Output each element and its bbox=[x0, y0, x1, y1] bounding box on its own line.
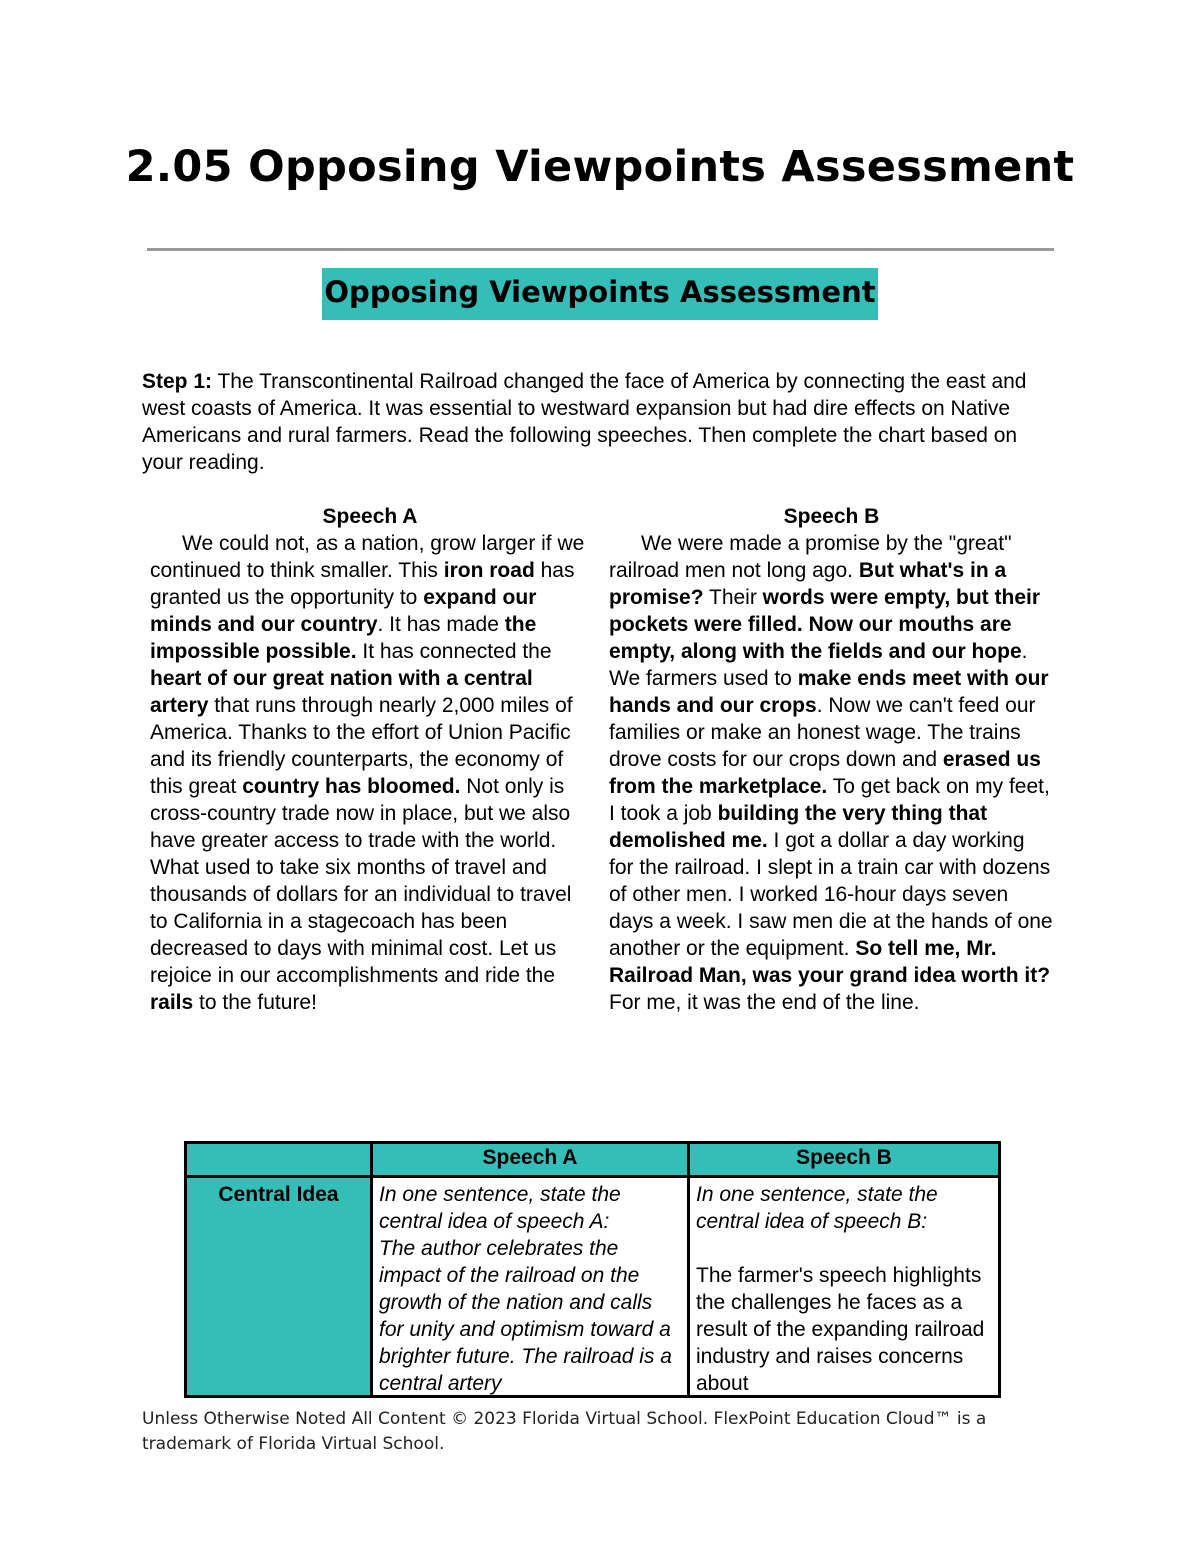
speech-text: For me, it was the end of the line. bbox=[609, 991, 920, 1014]
emphasized-phrase: words were empty, but their pockets were filled. Now our mouths are empty, along with the fields and our hope bbox=[609, 586, 1040, 663]
speech-text: Their bbox=[703, 586, 763, 609]
central-idea-chart bbox=[184, 1141, 1001, 1398]
emphasized-phrase: the impossible possible. bbox=[150, 613, 537, 663]
speech-b-answer[interactable]: The farmer's speech highlights the challenges he faces as a result of the expanding railroad industry and raises concerns about bbox=[696, 1264, 985, 1395]
section-subtitle: Opposing Viewpoints Assessment bbox=[322, 268, 877, 320]
speech-b-body bbox=[609, 530, 1054, 1016]
speech-b-column bbox=[609, 503, 1054, 1016]
emphasized-phrase: building the very thing that demolished me. bbox=[609, 802, 988, 852]
speech-b-answer-cell[interactable] bbox=[689, 1177, 1000, 1397]
step-1-instructions bbox=[142, 368, 1062, 476]
emphasized-phrase: expand our minds and our country bbox=[150, 586, 537, 636]
speech-b-prompt: In one sentence, state the central idea of speech B: bbox=[696, 1183, 938, 1233]
speech-text: . We farmers used to bbox=[609, 640, 1028, 690]
chart-row-label bbox=[186, 1177, 372, 1397]
speech-text: . Now we can't feed our families or make an honest wage. The trains drove costs for our crops down and bbox=[609, 694, 1036, 771]
speech-text: that runs through nearly 2,000 miles of America. Thanks to the effort of Union Pacific and its friendly counterparts, the economy of this great bbox=[150, 694, 573, 798]
emphasized-phrase: But what's in a promise? bbox=[609, 559, 1007, 609]
step-1-label: Step 1: bbox=[142, 370, 213, 393]
speech-a-answer[interactable]: The author celebrates the impact of the railroad on the growth of the nation and calls for unity and optimism toward a brighter future. The railroad is a central artery bbox=[379, 1237, 672, 1395]
chart-corner-cell bbox=[186, 1143, 372, 1177]
speech-text: to the future! bbox=[193, 991, 317, 1014]
emphasized-phrase: erased us from the marketplace. bbox=[609, 748, 1041, 798]
chart-central-idea-row bbox=[186, 1177, 1000, 1397]
central-idea-label: Central Idea bbox=[218, 1183, 339, 1206]
speech-a-prompt: In one sentence, state the central idea of speech A: bbox=[379, 1183, 621, 1233]
step-1-text: The Transcontinental Railroad changed the face of America by connecting the east and west coasts of America. It was essential to westward expansion but had dire effects on Native Americans and rural farmers. Read the following speeches. Then complete the chart based on your reading. bbox=[142, 370, 1027, 474]
emphasized-phrase: country has bloomed. bbox=[242, 775, 461, 798]
speech-b-heading: Speech B bbox=[783, 505, 880, 528]
emphasized-phrase: iron road bbox=[443, 559, 535, 582]
speech-text: We could not, as a nation, grow larger if we continued to think smaller. This bbox=[150, 532, 585, 582]
speech-a-heading: Speech A bbox=[322, 505, 418, 528]
chart-header-speech-b: Speech B bbox=[689, 1143, 1000, 1177]
subtitle-container bbox=[0, 268, 1200, 320]
speech-a-body bbox=[150, 530, 590, 1016]
emphasized-phrase: make ends meet with our hands and our crops bbox=[609, 667, 1049, 717]
answer-spacer bbox=[696, 1235, 992, 1262]
speech-a-answer-cell[interactable] bbox=[372, 1177, 689, 1397]
speech-text: We were made a promise by the "great" railroad men not long ago. bbox=[609, 532, 1012, 582]
emphasized-phrase: So tell me, Mr. Railroad Man, was your grand idea worth it? bbox=[609, 937, 1051, 987]
speech-text: has granted us the opportunity to bbox=[150, 559, 575, 609]
horizontal-divider bbox=[147, 248, 1054, 251]
emphasized-phrase: rails bbox=[150, 991, 194, 1014]
speech-text: To get back on my feet, I took a job bbox=[609, 775, 1050, 825]
page-title: 2.05 Opposing Viewpoints Assessment bbox=[125, 142, 1075, 192]
speech-text: It has connected the bbox=[356, 640, 552, 663]
copyright-footer: Unless Otherwise Noted All Content © 2023 Florida Virtual School. FlexPoint Education Cloud™ is a trademark of Florida Virtual School. bbox=[142, 1409, 987, 1454]
speech-a-column bbox=[150, 503, 590, 1016]
chart-header-row bbox=[186, 1143, 1000, 1177]
speech-text: . It has made bbox=[377, 613, 505, 636]
speech-text: Not only is cross-country trade now in place, but we also have greater access to trade with the world. What used to take six months of travel and thousands of dollars for an individual to travel to California in a stagecoach has been decreased to days with minimal cost. Let us rejoice in our accomplishments and ride the bbox=[150, 775, 572, 987]
chart-header-speech-a: Speech A bbox=[372, 1143, 689, 1177]
emphasized-phrase: heart of our great nation with a central artery bbox=[150, 667, 533, 717]
speech-text: I got a dollar a day working for the railroad. I slept in a train car with dozens of other men. I worked 16-hour days seven days a week. I saw men die at the hands of one another or the equipment. bbox=[609, 829, 1053, 960]
